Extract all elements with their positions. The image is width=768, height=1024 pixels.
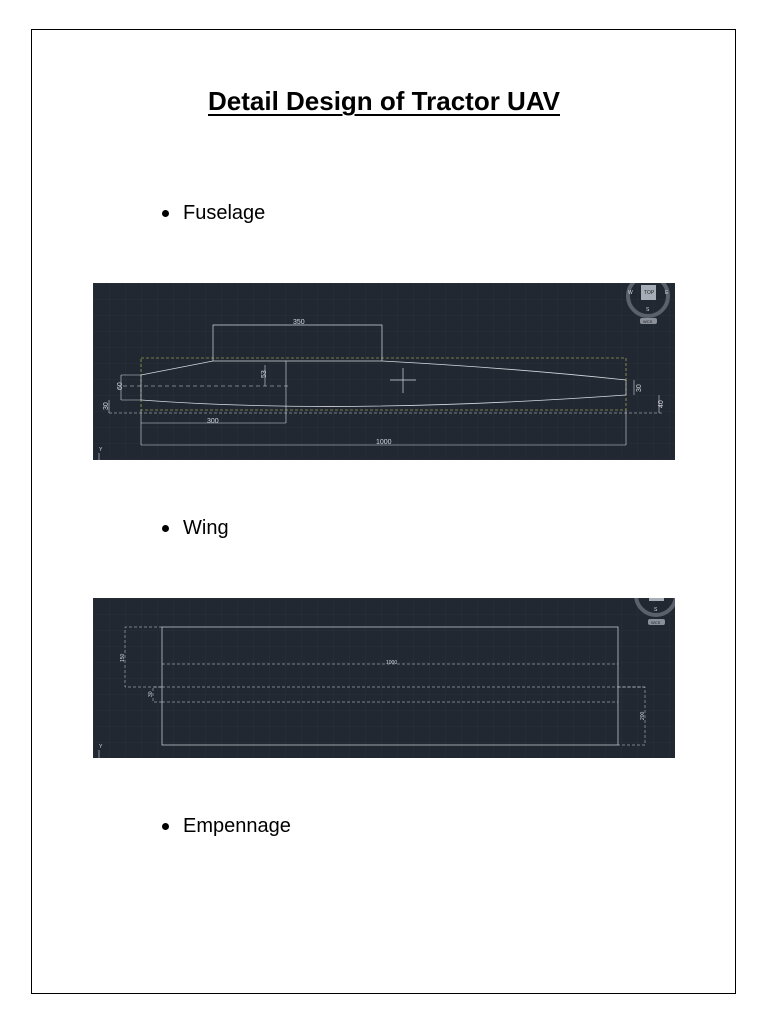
section-label: Empennage <box>183 815 291 837</box>
viewcube-east-label: E <box>665 290 669 296</box>
dim-53: 53 <box>261 370 268 378</box>
ucs-axis-y-label: Y <box>99 447 103 453</box>
dim-40: 40 <box>658 400 665 408</box>
bullet-icon <box>162 525 169 532</box>
section-label: Fuselage <box>183 202 266 224</box>
section-label: Wing <box>183 517 229 539</box>
bullet-icon <box>162 210 169 217</box>
dim-30-left: 30 <box>103 402 110 410</box>
viewcube-west-label: W <box>628 290 633 296</box>
fuselage-drawing-svg <box>93 283 675 460</box>
section-empennage <box>162 815 291 838</box>
section-fuselage <box>162 202 265 225</box>
dim-350: 350 <box>293 319 305 326</box>
dim-1000: 1000 <box>376 439 392 446</box>
bullet-icon <box>162 823 169 830</box>
viewcube-south-label: S <box>646 307 650 313</box>
viewcube-top-label: TOP <box>644 290 655 296</box>
wcs-label: WCS <box>643 319 653 324</box>
document-title: Detail Design of Tractor UAV <box>207 86 561 116</box>
dim-chord-right: 200 <box>640 711 646 720</box>
dim-300: 300 <box>207 418 219 425</box>
dim-chord-left: 150 <box>120 653 126 662</box>
ucs-axis-y-label: Y <box>99 744 103 750</box>
wing-drawing <box>93 598 675 758</box>
section-wing <box>162 517 229 540</box>
fuselage-drawing <box>93 283 675 460</box>
wcs-label: WCS <box>651 620 661 625</box>
wing-drawing-svg <box>93 598 675 758</box>
dim-span: 1000 <box>386 660 398 666</box>
dim-root-offset: 30 <box>148 691 154 697</box>
viewcube-south-label: S <box>654 607 658 613</box>
dim-30-right: 30 <box>636 384 643 392</box>
page-border <box>31 29 736 994</box>
dim-60: 60 <box>117 382 124 390</box>
